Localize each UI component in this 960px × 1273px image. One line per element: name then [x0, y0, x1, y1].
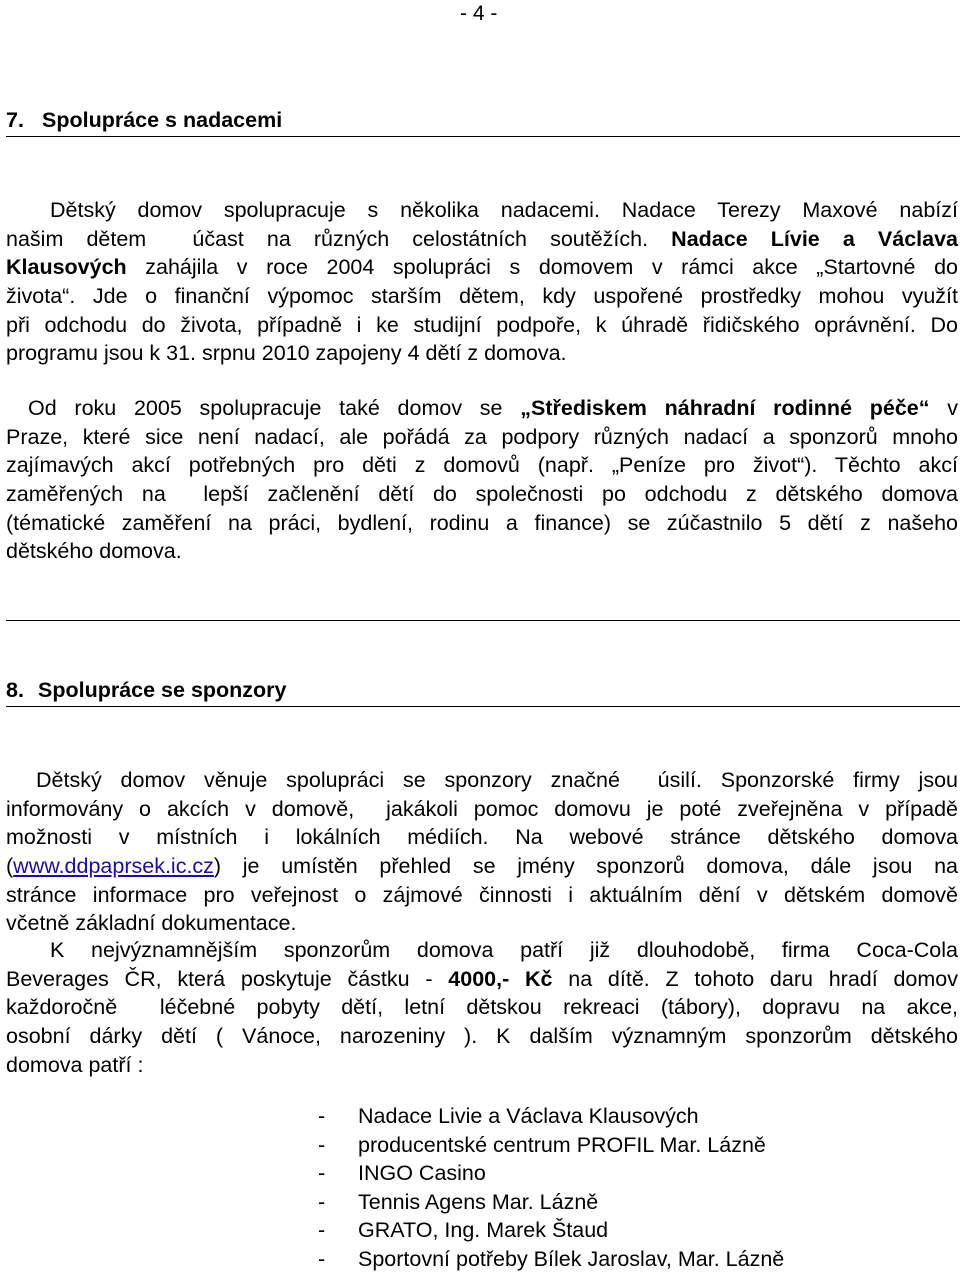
- text-line: osobní dárky dětí ( Vánoce, narozeniny ). K dalším významným sponzorům dětského: [6, 1022, 958, 1051]
- text-line: každoročně léčebné pobyty dětí, letní dětskou rekreaci (tábory), dopravu na akce,: [6, 993, 958, 1022]
- list-dash: -: [318, 1216, 358, 1245]
- section-7-paragraph-1: [6, 196, 958, 368]
- page-number: - 4 -: [460, 2, 497, 26]
- text-line: Klausových zahájila v roce 2004 spolupráci s domovem v rámci akce „Startovné do: [6, 253, 958, 282]
- text-line: Dětský domov věnuje spolupráci se sponzory značné úsilí. Sponzorské firmy jsou: [6, 766, 958, 795]
- section-7-paragraph-2: [6, 394, 958, 566]
- sponsor-list: [318, 1102, 784, 1273]
- sponsor-name: Nadace Livie a Václava Klausových: [358, 1104, 699, 1128]
- sponsor-name: producentské centrum PROFIL Mar. Lázně: [358, 1133, 766, 1157]
- list-item: [318, 1102, 784, 1131]
- list-dash: -: [318, 1131, 358, 1160]
- list-dash: -: [318, 1102, 358, 1131]
- section-7-heading: [6, 108, 960, 137]
- text-line: zaměřených na lepší začlenění dětí do společnosti po odchodu z dětského domova: [6, 480, 958, 509]
- list-dash: -: [318, 1159, 358, 1188]
- text-line: stránce informace pro veřejnost o zájmové činnosti i aktuálním dění v dětském domově: [6, 881, 958, 910]
- text-line: Od roku 2005 spolupracuje také domov se „Střediskem náhradní rodinné péče“ v: [6, 394, 958, 423]
- text-line: domova patří :: [6, 1051, 958, 1080]
- section-8-paragraph-1: [6, 766, 958, 938]
- sponsor-name: Sportovní potřeby Bílek Jaroslav, Mar. Lázně: [358, 1247, 784, 1271]
- list-dash: -: [318, 1245, 358, 1273]
- text-line: života“. Jde o finanční výpomoc starším dětem, kdy uspořené prostředky mohou využít: [6, 282, 958, 311]
- text-line: našim dětem účast na různých celostátních soutěžích. Nadace Lívie a Václava: [6, 225, 958, 254]
- text-line: zajímavých akcí potřebných pro děti z domovů (např. „Peníze pro život“). Těchto akcí: [6, 451, 958, 480]
- text-line: (www.ddpaprsek.ic.cz) je umístěn přehled se jmény sponzorů domova, dále jsou na: [6, 852, 958, 881]
- list-item: [318, 1131, 784, 1160]
- list-item: [318, 1188, 784, 1217]
- section-7-title: Spolupráce s nadacemi: [42, 108, 282, 132]
- list-item: [318, 1216, 784, 1245]
- website-link[interactable]: www.ddpaprsek.ic.cz: [13, 854, 214, 878]
- section-8-heading: [6, 678, 960, 707]
- text-line: možnosti v místních i lokálních médiích. Na webové stránce dětského domova: [6, 823, 958, 852]
- section-7-number: 7.: [6, 108, 42, 133]
- text-line: při odchodu do života, případně i ke studijní podpoře, k úhradě řidičského oprávnění. Do: [6, 311, 958, 340]
- section-8-title: Spolupráce se sponzory: [38, 678, 287, 702]
- list-item: [318, 1245, 784, 1273]
- text-line: [6, 196, 958, 225]
- sponsor-name: Tennis Agens Mar. Lázně: [358, 1190, 598, 1214]
- text-line: Praze, které sice není nadací, ale pořádá za podpory různých nadací a sponzorů mnoho: [6, 423, 958, 452]
- text-line: K nejvýznamnějším sponzorům domova patří již dlouhodobě, firma Coca-Cola: [6, 936, 958, 965]
- sponsor-name: INGO Casino: [358, 1161, 486, 1185]
- text-line: informovány o akcích v domově, jakákoli pomoc domovu je poté zveřejněna v případě: [6, 795, 958, 824]
- text-line: dětského domova.: [6, 537, 958, 566]
- text-line: Beverages ČR, která poskytuje částku - 4000,- Kč na dítě. Z tohoto daru hradí domov: [6, 965, 958, 994]
- list-item: [318, 1159, 784, 1188]
- sponsor-name: GRATO, Ing. Marek Štaud: [358, 1218, 608, 1242]
- section-8-paragraph-2: [6, 936, 958, 1079]
- section-8-number: 8.: [6, 678, 38, 703]
- list-dash: -: [318, 1188, 358, 1217]
- text-line: včetně základní dokumentace.: [6, 909, 958, 938]
- text-fragment: Dětský domov spolupracuje s několika nadacemi. Nadace Terezy Maxové nabízí: [50, 198, 958, 222]
- text-line: programu jsou k 31. srpnu 2010 zapojeny 4 dětí z domova.: [6, 339, 958, 368]
- section-divider: [6, 620, 960, 621]
- text-line: (tématické zaměření na práci, bydlení, rodinu a finance) se zúčastnilo 5 dětí z našeho: [6, 509, 958, 538]
